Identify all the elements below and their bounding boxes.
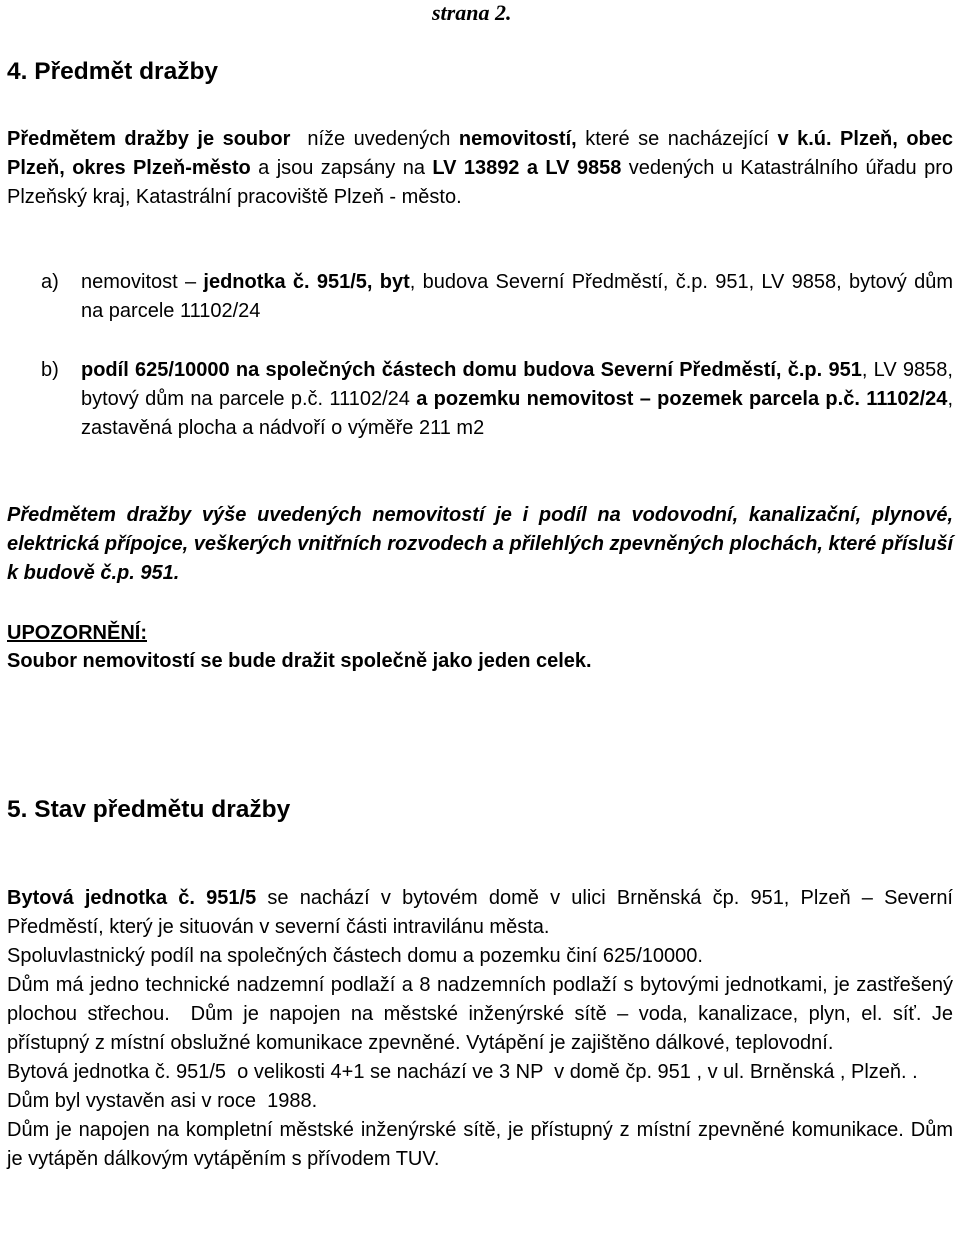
item-b-text-2: , zastavěná plocha a nádvoří o výměře 211 m2: [81, 388, 953, 439]
item-b-share: podíl 625/10000 na společných částech domu budova Severní Předměstí, č.p. 951: [81, 359, 862, 381]
condition-paragraph-3: Dům má jedno technické nadzemní podlaží a 8 nadzemních podlaží s bytovými jednotkami, je zastřešený plochou střechou. Dům je napojen na městské inženýrské sítě – voda, kanalizace, plyn, el. síť. Je přístupný z místní obslužné komunikace zpevněné. Vytápění je zajištěno dálkové, teplovodní.: [7, 974, 959, 1054]
condition-paragraph-1: [7, 884, 953, 942]
page-number: strana 2.: [432, 0, 512, 25]
intro-location: v k.ú. Plzeň, obec Plzeň, okres Plzeň-město: [7, 128, 954, 179]
section-4-title: 4. Předmět dražby: [7, 58, 219, 85]
item-a-unit: jednotka č. 951/5, byt: [203, 271, 410, 293]
condition-paragraph-2: Spoluvlastnický podíl na společných částech domu a pozemku činí 625/10000.: [7, 945, 703, 967]
condition-paragraph-4: Bytová jednotka č. 951/5 o velikosti 4+1 se nachází ve 3 NP v domě čp. 951 , v ul. Brněnská , Plzeň. .: [7, 1061, 918, 1083]
section-5-title: 5. Stav předmětu dražby: [7, 796, 291, 823]
list-marker-a: a): [41, 271, 59, 293]
list-item-a: [41, 268, 953, 326]
section-5-content: [7, 884, 959, 1174]
list-marker-b: b): [41, 359, 59, 381]
item-a-text-2: , budova Severní Předměstí, č.p. 951, LV 9858, bytový dům na parcele 11102/24: [81, 271, 953, 322]
intro-text-4: vedených u Katastrálního úřadu pro Plzeňský kraj, Katastrální pracoviště Plzeň - město.: [7, 157, 953, 208]
unit-location-text: se nachází v bytovém domě v ulici Brněnská čp. 951, Plzeň – Severní Předměstí, který je situován v severní části intravilánu města.: [7, 887, 953, 938]
intro-subject: Předmětem dražby je soubor: [7, 128, 291, 150]
intro-text-2: které se nacházející: [576, 128, 778, 150]
section-4-intro: [7, 125, 953, 212]
unit-label: Bytová jednotka č. 951/5: [7, 887, 257, 909]
intro-lv: LV 13892 a LV 9858: [432, 157, 622, 179]
list-item-b: [41, 356, 953, 443]
item-b-land: a pozemku nemovitost – pozemek parcela p.č. 11102/24: [416, 388, 948, 410]
item-b-text-1: , LV 9858, bytový dům na parcele p.č. 11102/24: [81, 359, 953, 410]
intro-property: nemovitostí,: [458, 128, 577, 150]
intro-text-3: a jsou zapsány na: [250, 157, 433, 179]
condition-paragraph-6: Dům je napojen na kompletní městské inženýrské sítě, je přístupný z místní zpevněné komunikace. Dům je vytápěn dálkovým vytápěním s přívodem TUV.: [7, 1119, 953, 1170]
item-a-text-1: nemovitost –: [81, 271, 204, 293]
accessories-paragraph: Předmětem dražby výše uvedených nemovitostí je i podíl na vodovodní, kanalizační, plynové, elektrická přípojce, veškerých vnitřních rozvodech a přilehlých zpevněných plochách, které přísluší k budově č.p. 951.: [7, 504, 953, 584]
warning-title: UPOZORNĚNÍ:: [7, 622, 147, 644]
intro-text-1: níže uvedených: [290, 128, 459, 150]
condition-paragraph-5: Dům byl vystavěn asi v roce 1988.: [7, 1090, 318, 1112]
warning-text: Soubor nemovitostí se bude dražit společně jako jeden celek.: [7, 650, 592, 672]
